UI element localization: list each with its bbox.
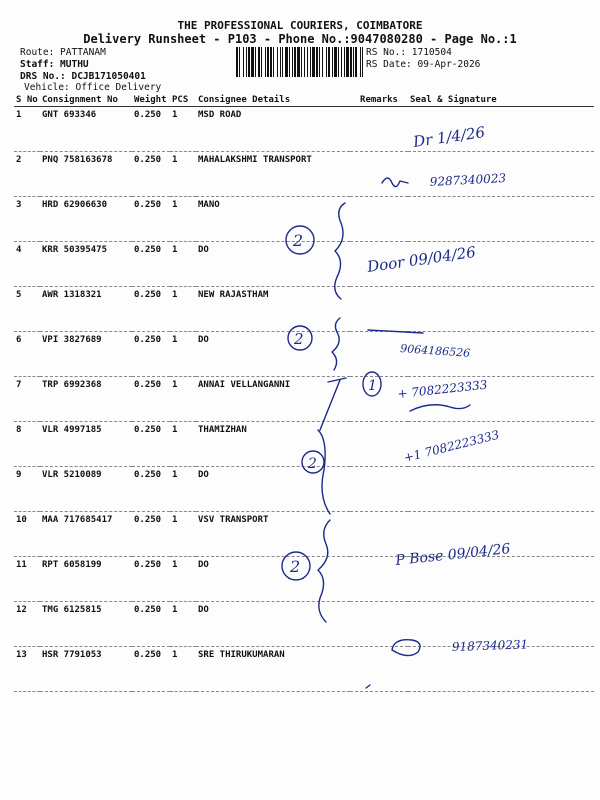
cell-consignment: VLR 5210089 bbox=[40, 467, 132, 512]
cell-sno: 4 bbox=[14, 242, 40, 287]
table-row bbox=[14, 647, 594, 692]
cell-consignee: DO bbox=[196, 602, 350, 647]
cell-pcs: 1 bbox=[170, 107, 196, 152]
barcode-bar bbox=[273, 47, 274, 77]
cell-pcs: 1 bbox=[170, 557, 196, 602]
cell-consignee: DO bbox=[196, 467, 350, 512]
barcode-bar bbox=[285, 47, 288, 77]
cell-seal bbox=[408, 602, 594, 647]
signature-row11: P Bose 09/04/26 bbox=[394, 541, 512, 569]
rs-number: RS No.: 1710504 bbox=[366, 47, 452, 58]
cell-remarks bbox=[350, 107, 408, 152]
barcode-bar bbox=[236, 47, 238, 77]
table-row bbox=[14, 332, 594, 377]
barcode-bar bbox=[297, 47, 300, 77]
cell-pcs: 1 bbox=[170, 377, 196, 422]
cell-weight: 0.250 bbox=[132, 557, 170, 602]
barcode-bar bbox=[294, 47, 296, 77]
col-sno: S No bbox=[14, 94, 40, 107]
cell-consignee: THAMIZHAN bbox=[196, 422, 350, 467]
runsheet-table bbox=[14, 94, 594, 692]
barcode-bar bbox=[360, 47, 361, 77]
phone-row6: 9064186526 bbox=[399, 342, 471, 360]
cell-remarks bbox=[350, 422, 408, 467]
barcode-bar bbox=[265, 47, 266, 77]
cell-weight: 0.250 bbox=[132, 197, 170, 242]
cell-consignee: SRE THIRUKUMARAN bbox=[196, 647, 350, 692]
table-header-row bbox=[14, 94, 594, 107]
cell-consignment: KRR 50395475 bbox=[40, 242, 132, 287]
cell-consignment: HRD 62906630 bbox=[40, 197, 132, 242]
phone-row7: + 7082223333 bbox=[396, 377, 489, 401]
phone-row9: +1 7082223333 bbox=[402, 427, 501, 465]
cell-sno: 8 bbox=[14, 422, 40, 467]
barcode-bar bbox=[355, 47, 357, 77]
col-remarks: Remarks bbox=[350, 94, 408, 107]
cell-sno: 11 bbox=[14, 557, 40, 602]
cell-sno: 3 bbox=[14, 197, 40, 242]
barcode-bar bbox=[277, 47, 278, 77]
col-weight: Weight bbox=[132, 94, 170, 107]
barcode-bar bbox=[270, 47, 272, 77]
phone-row2: 9287340023 bbox=[429, 171, 507, 189]
cell-sno: 12 bbox=[14, 602, 40, 647]
cell-pcs: 1 bbox=[170, 467, 196, 512]
barcode-bar bbox=[248, 47, 250, 77]
cell-seal bbox=[408, 377, 594, 422]
barcode-bar bbox=[322, 47, 323, 77]
cell-sno: 9 bbox=[14, 467, 40, 512]
cell-pcs: 1 bbox=[170, 197, 196, 242]
barcode-bar bbox=[239, 47, 240, 77]
barcode-bar bbox=[243, 47, 244, 77]
cell-sno: 7 bbox=[14, 377, 40, 422]
barcode-bar bbox=[280, 47, 281, 77]
cell-pcs: 1 bbox=[170, 602, 196, 647]
cell-consignment: MAA 717685417 bbox=[40, 512, 132, 557]
cell-consignee: DO bbox=[196, 332, 350, 377]
barcode bbox=[236, 47, 363, 77]
cell-consignee: DO bbox=[196, 557, 350, 602]
company-title: THE PROFESSIONAL COURIERS, COIMBATORE bbox=[177, 19, 423, 32]
table-row bbox=[14, 242, 594, 287]
cell-consignment: VPI 3827689 bbox=[40, 332, 132, 377]
barcode-bar bbox=[310, 47, 311, 77]
cell-pcs: 1 bbox=[170, 332, 196, 377]
cell-remarks bbox=[350, 647, 408, 692]
cell-consignment: AWR 1318321 bbox=[40, 287, 132, 332]
barcode-bar bbox=[292, 47, 293, 77]
signature-row1: Dr 1/4/26 bbox=[412, 123, 487, 151]
cell-weight: 0.250 bbox=[132, 467, 170, 512]
barcode-bar bbox=[301, 47, 302, 77]
barcode-bar bbox=[261, 47, 262, 77]
cell-weight: 0.250 bbox=[132, 647, 170, 692]
barcode-bar bbox=[338, 47, 339, 77]
route-label: Route: PATTANAM bbox=[20, 47, 106, 58]
cell-remarks bbox=[350, 512, 408, 557]
vehicle-label: Vehicle: Office Delivery bbox=[24, 82, 162, 93]
cell-consignee: MANO bbox=[196, 197, 350, 242]
count-d: 2 bbox=[308, 456, 317, 472]
cell-sno: 13 bbox=[14, 647, 40, 692]
barcode-bar bbox=[344, 47, 345, 77]
rs-date: RS Date: 09-Apr-2026 bbox=[366, 59, 481, 70]
cell-weight: 0.250 bbox=[132, 242, 170, 287]
cell-remarks bbox=[350, 287, 408, 332]
cell-consignment: GNT 693346 bbox=[40, 107, 132, 152]
table-row bbox=[14, 287, 594, 332]
cell-pcs: 1 bbox=[170, 512, 196, 557]
cell-pcs: 1 bbox=[170, 287, 196, 332]
table-row bbox=[14, 602, 594, 647]
cell-remarks bbox=[350, 332, 408, 377]
cell-remarks bbox=[350, 467, 408, 512]
cell-consignee: MSD ROAD bbox=[196, 107, 350, 152]
cell-consignment: PNQ 758163678 bbox=[40, 152, 132, 197]
col-consignee: Consignee Details bbox=[196, 94, 350, 107]
col-seal: Seal & Signature bbox=[408, 94, 594, 107]
cell-consignee: NEW RAJASTHAM bbox=[196, 287, 350, 332]
signature-row4: Door 09/04/26 bbox=[366, 242, 477, 276]
cell-pcs: 1 bbox=[170, 422, 196, 467]
barcode-bar bbox=[316, 47, 318, 77]
barcode-bar bbox=[350, 47, 352, 77]
table-row bbox=[14, 152, 594, 197]
cell-sno: 2 bbox=[14, 152, 40, 197]
staff-label: Staff: MUTHU bbox=[20, 59, 89, 70]
barcode-bar bbox=[255, 47, 256, 77]
cell-consignment: HSR 7791053 bbox=[40, 647, 132, 692]
cell-seal bbox=[408, 512, 594, 557]
cell-consignee: DO bbox=[196, 242, 350, 287]
cell-weight: 0.250 bbox=[132, 332, 170, 377]
cell-pcs: 1 bbox=[170, 242, 196, 287]
table-row bbox=[14, 377, 594, 422]
cell-remarks bbox=[350, 602, 408, 647]
barcode-bar bbox=[307, 47, 308, 77]
cell-sno: 5 bbox=[14, 287, 40, 332]
cell-seal bbox=[408, 467, 594, 512]
barcode-bar bbox=[341, 47, 342, 77]
count-a: 2 bbox=[293, 231, 304, 250]
barcode-bar bbox=[312, 47, 315, 77]
drs-number: DRS No.: DCJB171050401 bbox=[20, 71, 146, 82]
cell-consignee: VSV TRANSPORT bbox=[196, 512, 350, 557]
cell-remarks bbox=[350, 377, 408, 422]
cell-consignee: MAHALAKSHMI TRANSPORT bbox=[196, 152, 350, 197]
cell-sno: 10 bbox=[14, 512, 40, 557]
col-pcs: PCS bbox=[170, 94, 196, 107]
cell-seal bbox=[408, 197, 594, 242]
cell-seal bbox=[408, 332, 594, 377]
cell-weight: 0.250 bbox=[132, 602, 170, 647]
runsheet-subtitle: Delivery Runsheet - P103 - Phone No.:9047080280 - Page No.:1 bbox=[83, 32, 517, 46]
cell-sno: 1 bbox=[14, 107, 40, 152]
cell-consignment: TMG 6125815 bbox=[40, 602, 132, 647]
barcode-bar bbox=[334, 47, 337, 77]
barcode-bar bbox=[353, 47, 354, 77]
cell-remarks bbox=[350, 242, 408, 287]
cell-weight: 0.250 bbox=[132, 512, 170, 557]
cell-pcs: 1 bbox=[170, 152, 196, 197]
barcode-bar bbox=[251, 47, 254, 77]
count-c: 1 bbox=[368, 378, 377, 394]
barcode-bar bbox=[282, 47, 283, 77]
cell-consignee: ANNAI VELLANGANNI bbox=[196, 377, 350, 422]
cell-remarks bbox=[350, 197, 408, 242]
cell-seal bbox=[408, 242, 594, 287]
cell-seal bbox=[408, 152, 594, 197]
barcode-bar bbox=[258, 47, 260, 77]
cell-pcs: 1 bbox=[170, 647, 196, 692]
barcode-bar bbox=[326, 47, 327, 77]
barcode-bar bbox=[328, 47, 330, 77]
cell-weight: 0.250 bbox=[132, 287, 170, 332]
table-row bbox=[14, 107, 594, 152]
cell-consignment: TRP 6992368 bbox=[40, 377, 132, 422]
cell-remarks bbox=[350, 557, 408, 602]
table-row bbox=[14, 197, 594, 242]
cell-seal bbox=[408, 422, 594, 467]
barcode-bar bbox=[346, 47, 349, 77]
count-e: 2 bbox=[290, 557, 301, 576]
table-row bbox=[14, 422, 594, 467]
cell-weight: 0.250 bbox=[132, 152, 170, 197]
cell-seal bbox=[408, 647, 594, 692]
cell-seal bbox=[408, 107, 594, 152]
cell-seal bbox=[408, 287, 594, 332]
table-row bbox=[14, 512, 594, 557]
table-row bbox=[14, 467, 594, 512]
cell-sno: 6 bbox=[14, 332, 40, 377]
col-consignment: Consignment No bbox=[40, 94, 132, 107]
phone-row13: 9187340231 bbox=[451, 637, 529, 654]
barcode-bar bbox=[362, 47, 363, 77]
count-b: 2 bbox=[294, 330, 304, 348]
cell-weight: 0.250 bbox=[132, 107, 170, 152]
table-row bbox=[14, 557, 594, 602]
cell-remarks bbox=[350, 152, 408, 197]
barcode-bar bbox=[267, 47, 269, 77]
cell-seal bbox=[408, 557, 594, 602]
cell-consignment: VLR 4997185 bbox=[40, 422, 132, 467]
cell-weight: 0.250 bbox=[132, 422, 170, 467]
barcode-bar bbox=[304, 47, 305, 77]
barcode-bar bbox=[246, 47, 247, 77]
barcode-bar bbox=[289, 47, 290, 77]
cell-weight: 0.250 bbox=[132, 377, 170, 422]
cell-consignment: RPT 6058199 bbox=[40, 557, 132, 602]
barcode-bar bbox=[319, 47, 320, 77]
barcode-bar bbox=[332, 47, 333, 77]
